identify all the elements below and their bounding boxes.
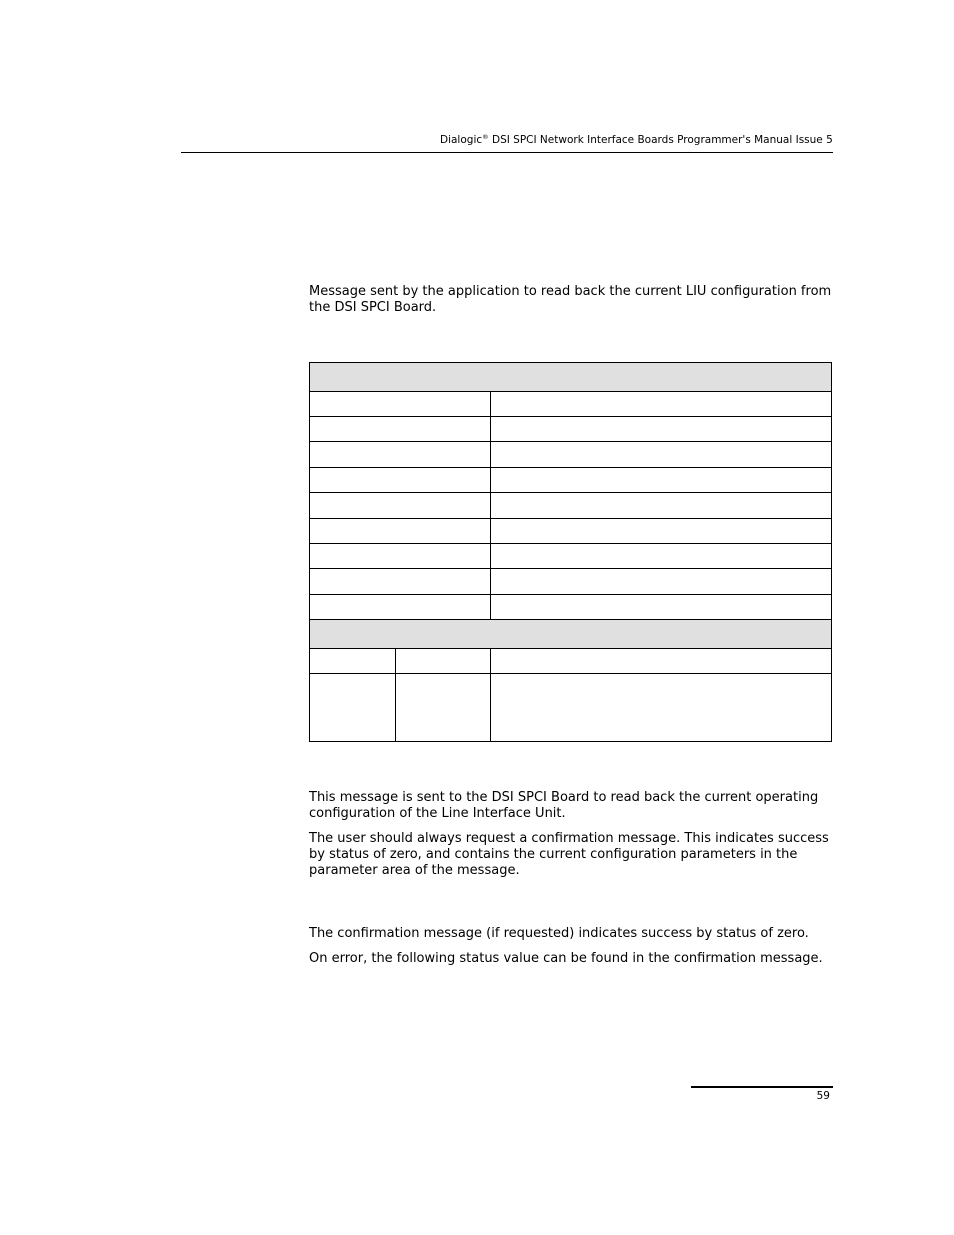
value-cell (491, 493, 832, 518)
intro-paragraph: Message sent by the application to read back the current LIU configuration from the DSI SPCI Board. (309, 284, 832, 315)
field-cell (310, 391, 491, 416)
value-cell (491, 442, 832, 467)
table-banner-message-header (310, 363, 832, 392)
table-row (310, 674, 832, 742)
description-paragraph-1: This message is sent to the DSI SPCI Board to read back the current operating configuration of the Line Interface Unit. (309, 790, 819, 821)
header-title: DSI SPCI Network Interface Boards Programmer's Manual Issue 5 (491, 134, 833, 146)
field-cell (310, 544, 491, 569)
field-cell (310, 594, 491, 619)
field-cell (310, 493, 491, 518)
description-paragraph-2: The user should always request a confirmation message. This indicates success by status of zero, and contains the current configuration parameters in the parameter area of the message. (309, 831, 829, 878)
page-number: 59 (816, 1090, 830, 1102)
field-cell (310, 416, 491, 441)
param-offset-cell (396, 648, 491, 673)
field-cell (310, 518, 491, 543)
param-size-cell (491, 648, 832, 673)
table-row (310, 391, 832, 416)
value-cell (491, 391, 832, 416)
table-row (310, 467, 832, 492)
registered-mark: ® (482, 133, 489, 141)
header-brand: Dialogic (440, 134, 483, 146)
table-row (310, 416, 832, 441)
field-cell (310, 467, 491, 492)
table-row (310, 594, 832, 619)
footer-rule (691, 1086, 833, 1088)
running-header (440, 133, 833, 147)
param-offset-cell (396, 674, 491, 742)
value-cell (491, 594, 832, 619)
banner-cell (310, 363, 832, 392)
table-row (310, 493, 832, 518)
param-size-cell (491, 674, 832, 742)
header-rule (181, 152, 833, 153)
param-name-cell (310, 674, 396, 742)
field-cell (310, 569, 491, 594)
value-cell (491, 544, 832, 569)
table-row (310, 648, 832, 673)
field-cell (310, 442, 491, 467)
value-cell (491, 569, 832, 594)
value-cell (491, 416, 832, 441)
banner-cell (310, 620, 832, 649)
table-row (310, 518, 832, 543)
value-cell (491, 518, 832, 543)
message-format-table (309, 362, 832, 742)
response-paragraph-1: The confirmation message (if requested) indicates success by status of zero. (309, 926, 809, 941)
table-row (310, 569, 832, 594)
param-name-cell (310, 648, 396, 673)
table-banner-parameter-area (310, 620, 832, 649)
response-paragraph-2: On error, the following status value can be found in the confirmation message. (309, 951, 823, 966)
table-row (310, 442, 832, 467)
value-cell (491, 467, 832, 492)
table-row (310, 544, 832, 569)
